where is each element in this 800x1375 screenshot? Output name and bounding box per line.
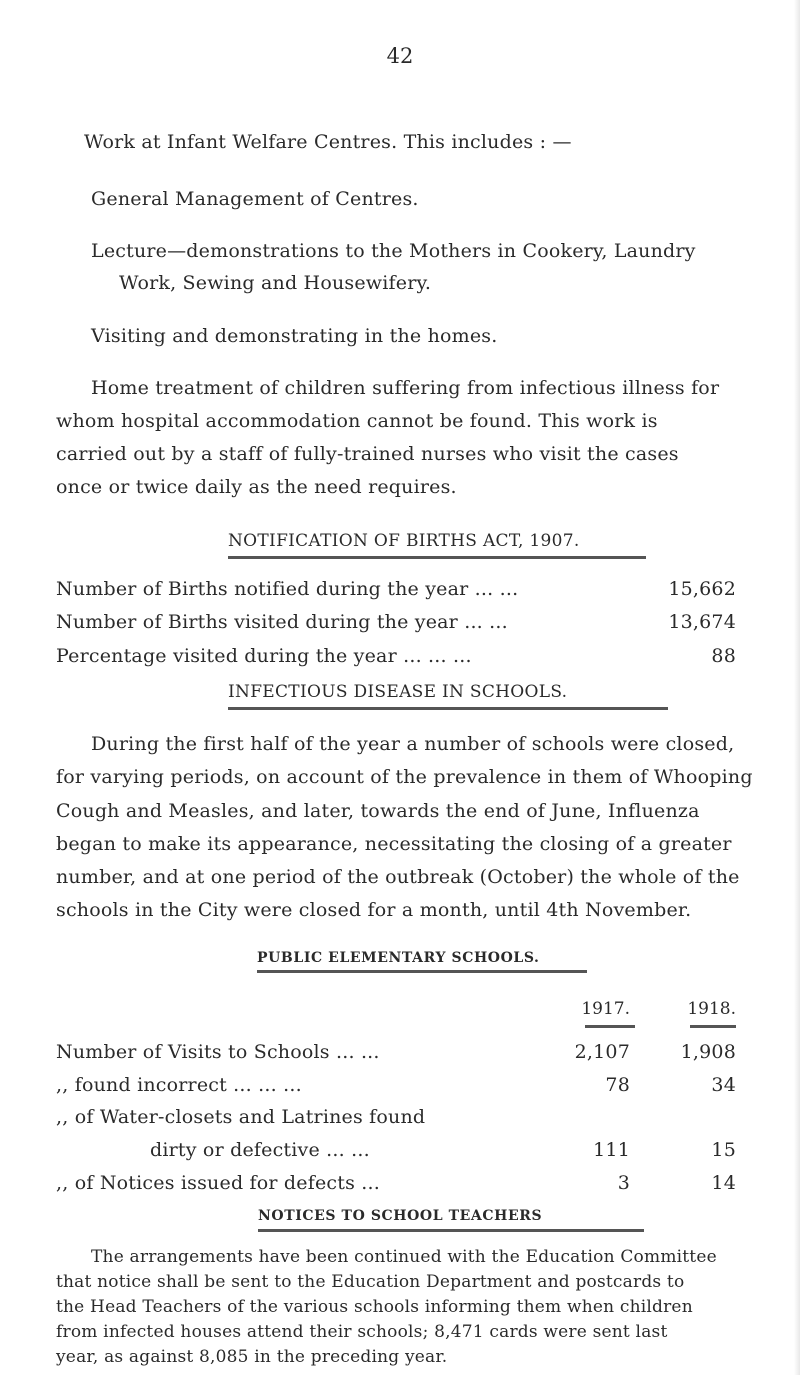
births-notified-value: 15,662 bbox=[668, 578, 736, 600]
visits-1918: 1,908 bbox=[680, 1041, 736, 1063]
found-incorrect-1917: 78 bbox=[605, 1074, 630, 1096]
home-treatment-line: once or twice daily as the need requires. bbox=[56, 476, 457, 498]
notices-paragraph-line: from infected houses attend their schools; 8,471 cards were sent last bbox=[56, 1322, 668, 1342]
col-1917-header: 1917. bbox=[581, 999, 630, 1019]
infectious-paragraph-line: schools in the City were closed for a month, until 4th November. bbox=[56, 899, 692, 921]
heading-rule bbox=[257, 970, 587, 973]
water-closets-label: ,, of Water-closets and Latrines found bbox=[56, 1106, 426, 1128]
intro-item-management: General Management of Centres. bbox=[91, 188, 419, 210]
page-edge-shadow bbox=[794, 0, 800, 1375]
public-schools-heading: PUBLIC ELEMENTARY SCHOOLS. bbox=[257, 950, 540, 966]
intro-lead: Work at Infant Welfare Centres. This includes : — bbox=[84, 131, 572, 153]
dirty-defective-1917: 111 bbox=[593, 1139, 630, 1161]
notices-issued-label: ,, of Notices issued for defects ... bbox=[56, 1172, 381, 1194]
notices-paragraph-line: year, as against 8,085 in the preceding year. bbox=[56, 1347, 448, 1367]
notification-heading: NOTIFICATION OF BIRTHS ACT, 1907. bbox=[228, 531, 580, 551]
notices-heading: NOTICES TO SCHOOL TEACHERS bbox=[258, 1208, 543, 1224]
col-1917-rule bbox=[585, 1025, 635, 1028]
col-1918-rule bbox=[690, 1025, 736, 1028]
infectious-paragraph-line: began to make its appearance, necessitating the closing of a greater bbox=[56, 833, 732, 855]
page-number: 42 bbox=[386, 44, 414, 68]
home-treatment-line: carried out by a staff of fully-trained nurses who visit the cases bbox=[56, 443, 679, 465]
notices-paragraph-line: The arrangements have been continued with the Education Committee bbox=[91, 1247, 717, 1267]
dirty-defective-label: dirty or defective ... ... bbox=[150, 1139, 370, 1161]
infectious-paragraph-line: During the first half of the year a number of schools were closed, bbox=[91, 733, 735, 755]
found-incorrect-label: ,, found incorrect ... ... ... bbox=[56, 1074, 302, 1096]
notices-issued-1918: 14 bbox=[711, 1172, 736, 1194]
dirty-defective-1918: 15 bbox=[711, 1139, 736, 1161]
percentage-visited-label: Percentage visited during the year ... ... ... bbox=[56, 645, 472, 667]
infectious-paragraph-line: Cough and Measles, and later, towards the end of June, Influenza bbox=[56, 800, 700, 822]
intro-item-lectures: Lecture—demonstrations to the Mothers in Cookery, Laundry bbox=[91, 240, 696, 262]
home-treatment-line: Home treatment of children suffering from infectious illness for bbox=[91, 377, 720, 399]
intro-item-visiting: Visiting and demonstrating in the homes. bbox=[91, 325, 498, 347]
births-notified-label: Number of Births notified during the year ... ... bbox=[56, 578, 519, 600]
infectious-heading: INFECTIOUS DISEASE IN SCHOOLS. bbox=[228, 682, 568, 702]
heading-rule bbox=[228, 556, 646, 559]
col-1918-header: 1918. bbox=[687, 999, 736, 1019]
found-incorrect-1918: 34 bbox=[711, 1074, 736, 1096]
percentage-visited-value: 88 bbox=[711, 645, 736, 667]
notices-paragraph-line: that notice shall be sent to the Education Department and postcards to bbox=[56, 1272, 685, 1292]
heading-rule bbox=[228, 707, 668, 710]
notices-paragraph-line: the Head Teachers of the various schools informing them when children bbox=[56, 1297, 693, 1317]
visits-label: Number of Visits to Schools ... ... bbox=[56, 1041, 380, 1063]
home-treatment-line: whom hospital accommodation cannot be found. This work is bbox=[56, 410, 658, 432]
infectious-paragraph-line: for varying periods, on account of the prevalence in them of Whooping bbox=[56, 766, 753, 788]
infectious-paragraph-line: number, and at one period of the outbreak (October) the whole of the bbox=[56, 866, 740, 888]
intro-item-lectures-cont: Work, Sewing and Housewifery. bbox=[119, 272, 432, 294]
visits-1917: 2,107 bbox=[574, 1041, 630, 1063]
births-visited-value: 13,674 bbox=[668, 611, 736, 633]
births-visited-label: Number of Births visited during the year ... ... bbox=[56, 611, 508, 633]
heading-rule bbox=[258, 1229, 644, 1232]
notices-issued-1917: 3 bbox=[617, 1172, 630, 1194]
